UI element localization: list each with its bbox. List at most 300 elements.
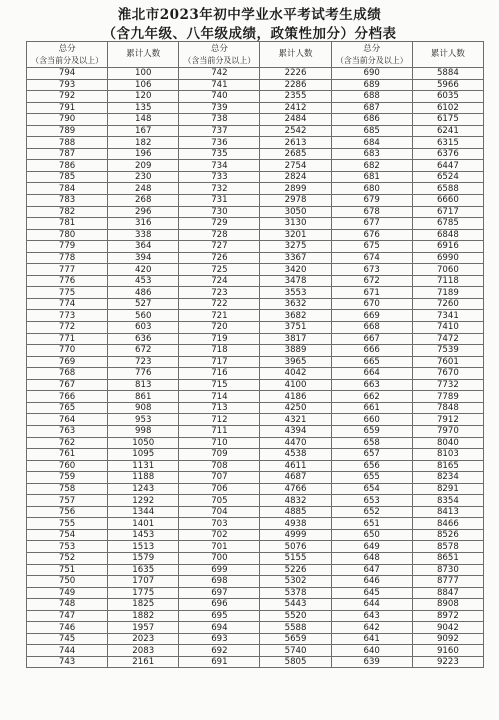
count-cell: 5226 bbox=[260, 564, 331, 576]
score-cell: 688 bbox=[331, 91, 412, 103]
score-cell: 686 bbox=[331, 114, 412, 126]
score-cell: 710 bbox=[179, 437, 260, 449]
count-cell: 2161 bbox=[108, 656, 179, 668]
score-cell: 743 bbox=[27, 656, 108, 668]
score-cell: 752 bbox=[27, 552, 108, 564]
score-cell: 662 bbox=[331, 391, 412, 403]
count-cell: 8103 bbox=[412, 449, 483, 461]
score-cell: 786 bbox=[27, 160, 108, 172]
table-row bbox=[27, 495, 484, 507]
count-cell: 6102 bbox=[412, 102, 483, 114]
count-cell: 5443 bbox=[260, 599, 331, 611]
score-cell: 716 bbox=[179, 368, 260, 380]
count-cell: 9042 bbox=[412, 622, 483, 634]
count-cell: 6660 bbox=[412, 195, 483, 207]
score-cell: 780 bbox=[27, 229, 108, 241]
score-cell: 666 bbox=[331, 345, 412, 357]
count-cell: 6785 bbox=[412, 218, 483, 230]
score-cell: 639 bbox=[331, 656, 412, 668]
table-row bbox=[27, 656, 484, 668]
score-cell: 791 bbox=[27, 102, 108, 114]
count-cell: 3050 bbox=[260, 206, 331, 218]
score-cell: 717 bbox=[179, 356, 260, 368]
score-cell: 722 bbox=[179, 298, 260, 310]
score-cell: 699 bbox=[179, 564, 260, 576]
score-cell: 790 bbox=[27, 114, 108, 126]
score-cell: 713 bbox=[179, 402, 260, 414]
table-row bbox=[27, 506, 484, 518]
score-cell: 673 bbox=[331, 264, 412, 276]
table-body bbox=[27, 68, 484, 668]
table-row bbox=[27, 437, 484, 449]
count-cell: 8777 bbox=[412, 576, 483, 588]
count-cell: 3478 bbox=[260, 275, 331, 287]
score-cell: 745 bbox=[27, 633, 108, 645]
score-cell: 766 bbox=[27, 391, 108, 403]
score-cell: 708 bbox=[179, 460, 260, 472]
score-cell: 647 bbox=[331, 564, 412, 576]
header-count-3: 累计人数 bbox=[412, 42, 483, 68]
table-row bbox=[27, 518, 484, 530]
score-cell: 665 bbox=[331, 356, 412, 368]
score-cell: 642 bbox=[331, 622, 412, 634]
count-cell: 1401 bbox=[108, 518, 179, 530]
count-cell: 4186 bbox=[260, 391, 331, 403]
score-cell: 670 bbox=[331, 298, 412, 310]
score-cell: 677 bbox=[331, 218, 412, 230]
score-cell: 645 bbox=[331, 587, 412, 599]
score-cell: 751 bbox=[27, 564, 108, 576]
count-cell: 6241 bbox=[412, 125, 483, 137]
count-cell: 636 bbox=[108, 333, 179, 345]
count-cell: 6524 bbox=[412, 171, 483, 183]
header-score-3: 总分 （含当前分及以上） bbox=[331, 42, 412, 68]
table-row bbox=[27, 425, 484, 437]
score-cell: 738 bbox=[179, 114, 260, 126]
count-cell: 7970 bbox=[412, 425, 483, 437]
score-cell: 775 bbox=[27, 287, 108, 299]
score-cell: 660 bbox=[331, 414, 412, 426]
score-cell: 730 bbox=[179, 206, 260, 218]
count-cell: 5884 bbox=[412, 68, 483, 80]
count-cell: 560 bbox=[108, 310, 179, 322]
count-cell: 776 bbox=[108, 368, 179, 380]
count-cell: 1882 bbox=[108, 610, 179, 622]
table-row bbox=[27, 298, 484, 310]
count-cell: 7912 bbox=[412, 414, 483, 426]
score-cell: 731 bbox=[179, 195, 260, 207]
table-row bbox=[27, 275, 484, 287]
count-cell: 5659 bbox=[260, 633, 331, 645]
score-cell: 707 bbox=[179, 472, 260, 484]
header-count-1: 累计人数 bbox=[108, 42, 179, 68]
score-cell: 644 bbox=[331, 599, 412, 611]
score-cell: 691 bbox=[179, 656, 260, 668]
header-count-2: 累计人数 bbox=[260, 42, 331, 68]
score-cell: 784 bbox=[27, 183, 108, 195]
count-cell: 5520 bbox=[260, 610, 331, 622]
count-cell: 953 bbox=[108, 414, 179, 426]
score-cell: 776 bbox=[27, 275, 108, 287]
count-cell: 4394 bbox=[260, 425, 331, 437]
count-cell: 1188 bbox=[108, 472, 179, 484]
count-cell: 209 bbox=[108, 160, 179, 172]
count-cell: 4250 bbox=[260, 402, 331, 414]
count-cell: 8354 bbox=[412, 495, 483, 507]
count-cell: 316 bbox=[108, 218, 179, 230]
score-cell: 693 bbox=[179, 633, 260, 645]
count-cell: 420 bbox=[108, 264, 179, 276]
count-cell: 1243 bbox=[108, 483, 179, 495]
score-cell: 714 bbox=[179, 391, 260, 403]
count-cell: 296 bbox=[108, 206, 179, 218]
score-cell: 767 bbox=[27, 379, 108, 391]
count-cell: 3682 bbox=[260, 310, 331, 322]
score-cell: 793 bbox=[27, 79, 108, 91]
count-cell: 1292 bbox=[108, 495, 179, 507]
count-cell: 4687 bbox=[260, 472, 331, 484]
score-cell: 734 bbox=[179, 160, 260, 172]
score-cell: 668 bbox=[331, 322, 412, 334]
count-cell: 2226 bbox=[260, 68, 331, 80]
table-row bbox=[27, 610, 484, 622]
score-cell: 654 bbox=[331, 483, 412, 495]
table-row bbox=[27, 345, 484, 357]
score-cell: 749 bbox=[27, 587, 108, 599]
score-cell: 675 bbox=[331, 241, 412, 253]
table-row bbox=[27, 633, 484, 645]
count-cell: 6315 bbox=[412, 137, 483, 149]
count-cell: 3632 bbox=[260, 298, 331, 310]
score-cell: 755 bbox=[27, 518, 108, 530]
score-cell: 680 bbox=[331, 183, 412, 195]
count-cell: 8234 bbox=[412, 472, 483, 484]
score-cell: 720 bbox=[179, 322, 260, 334]
score-cell: 788 bbox=[27, 137, 108, 149]
count-cell: 6376 bbox=[412, 148, 483, 160]
score-cell: 750 bbox=[27, 576, 108, 588]
count-cell: 394 bbox=[108, 252, 179, 264]
count-cell: 9092 bbox=[412, 633, 483, 645]
score-cell: 748 bbox=[27, 599, 108, 611]
count-cell: 338 bbox=[108, 229, 179, 241]
count-cell: 1095 bbox=[108, 449, 179, 461]
table-row bbox=[27, 102, 484, 114]
table-row bbox=[27, 449, 484, 461]
score-cell: 685 bbox=[331, 125, 412, 137]
table-row bbox=[27, 68, 484, 80]
table-row bbox=[27, 599, 484, 611]
count-cell: 8466 bbox=[412, 518, 483, 530]
table-row bbox=[27, 252, 484, 264]
count-cell: 364 bbox=[108, 241, 179, 253]
table-row bbox=[27, 287, 484, 299]
score-cell: 724 bbox=[179, 275, 260, 287]
score-cell: 649 bbox=[331, 541, 412, 553]
score-cell: 664 bbox=[331, 368, 412, 380]
score-cell: 792 bbox=[27, 91, 108, 103]
score-cell: 706 bbox=[179, 483, 260, 495]
count-cell: 7341 bbox=[412, 310, 483, 322]
score-cell: 700 bbox=[179, 552, 260, 564]
count-cell: 672 bbox=[108, 345, 179, 357]
table-row bbox=[27, 576, 484, 588]
table-row bbox=[27, 472, 484, 484]
count-cell: 5740 bbox=[260, 645, 331, 657]
score-cell: 772 bbox=[27, 322, 108, 334]
score-cell: 651 bbox=[331, 518, 412, 530]
score-cell: 683 bbox=[331, 148, 412, 160]
score-cell: 674 bbox=[331, 252, 412, 264]
count-cell: 106 bbox=[108, 79, 179, 91]
count-cell: 8413 bbox=[412, 506, 483, 518]
count-cell: 2613 bbox=[260, 137, 331, 149]
count-cell: 4470 bbox=[260, 437, 331, 449]
table-row bbox=[27, 137, 484, 149]
table-row bbox=[27, 402, 484, 414]
count-cell: 167 bbox=[108, 125, 179, 137]
score-cell: 655 bbox=[331, 472, 412, 484]
count-cell: 527 bbox=[108, 298, 179, 310]
score-cell: 684 bbox=[331, 137, 412, 149]
count-cell: 8165 bbox=[412, 460, 483, 472]
score-cell: 687 bbox=[331, 102, 412, 114]
count-cell: 4042 bbox=[260, 368, 331, 380]
table-row bbox=[27, 218, 484, 230]
table-row bbox=[27, 264, 484, 276]
score-cell: 778 bbox=[27, 252, 108, 264]
score-cell: 758 bbox=[27, 483, 108, 495]
count-cell: 248 bbox=[108, 183, 179, 195]
count-cell: 2484 bbox=[260, 114, 331, 126]
score-cell: 672 bbox=[331, 275, 412, 287]
count-cell: 3889 bbox=[260, 345, 331, 357]
count-cell: 5302 bbox=[260, 576, 331, 588]
score-cell: 725 bbox=[179, 264, 260, 276]
table-row bbox=[27, 414, 484, 426]
count-cell: 196 bbox=[108, 148, 179, 160]
count-cell: 2978 bbox=[260, 195, 331, 207]
score-cell: 712 bbox=[179, 414, 260, 426]
score-cell: 704 bbox=[179, 506, 260, 518]
table-row bbox=[27, 195, 484, 207]
score-cell: 643 bbox=[331, 610, 412, 622]
table-row bbox=[27, 587, 484, 599]
count-cell: 6916 bbox=[412, 241, 483, 253]
count-cell: 182 bbox=[108, 137, 179, 149]
count-cell: 6588 bbox=[412, 183, 483, 195]
score-cell: 773 bbox=[27, 310, 108, 322]
score-cell: 676 bbox=[331, 229, 412, 241]
score-cell: 741 bbox=[179, 79, 260, 91]
score-cell: 783 bbox=[27, 195, 108, 207]
score-cell: 728 bbox=[179, 229, 260, 241]
score-cell: 779 bbox=[27, 241, 108, 253]
score-cell: 659 bbox=[331, 425, 412, 437]
score-cell: 770 bbox=[27, 345, 108, 357]
count-cell: 2685 bbox=[260, 148, 331, 160]
score-cell: 735 bbox=[179, 148, 260, 160]
score-cell: 762 bbox=[27, 437, 108, 449]
score-cell: 652 bbox=[331, 506, 412, 518]
score-cell: 785 bbox=[27, 171, 108, 183]
score-cell: 697 bbox=[179, 587, 260, 599]
count-cell: 8972 bbox=[412, 610, 483, 622]
count-cell: 1579 bbox=[108, 552, 179, 564]
count-cell: 1344 bbox=[108, 506, 179, 518]
table-row bbox=[27, 379, 484, 391]
count-cell: 6717 bbox=[412, 206, 483, 218]
count-cell: 1775 bbox=[108, 587, 179, 599]
count-cell: 120 bbox=[108, 91, 179, 103]
count-cell: 603 bbox=[108, 322, 179, 334]
count-cell: 2083 bbox=[108, 645, 179, 657]
count-cell: 8526 bbox=[412, 529, 483, 541]
score-cell: 657 bbox=[331, 449, 412, 461]
count-cell: 2355 bbox=[260, 91, 331, 103]
count-cell: 8040 bbox=[412, 437, 483, 449]
count-cell: 998 bbox=[108, 425, 179, 437]
count-cell: 908 bbox=[108, 402, 179, 414]
table-row bbox=[27, 91, 484, 103]
score-cell: 787 bbox=[27, 148, 108, 160]
score-cell: 678 bbox=[331, 206, 412, 218]
count-cell: 2899 bbox=[260, 183, 331, 195]
table-row bbox=[27, 183, 484, 195]
score-cell: 756 bbox=[27, 506, 108, 518]
score-cell: 781 bbox=[27, 218, 108, 230]
score-cell: 682 bbox=[331, 160, 412, 172]
count-cell: 5805 bbox=[260, 656, 331, 668]
count-cell: 6035 bbox=[412, 91, 483, 103]
count-cell: 9160 bbox=[412, 645, 483, 657]
table-row bbox=[27, 241, 484, 253]
count-cell: 100 bbox=[108, 68, 179, 80]
count-cell: 1707 bbox=[108, 576, 179, 588]
count-cell: 5155 bbox=[260, 552, 331, 564]
count-cell: 7410 bbox=[412, 322, 483, 334]
count-cell: 861 bbox=[108, 391, 179, 403]
count-cell: 8908 bbox=[412, 599, 483, 611]
table-row bbox=[27, 125, 484, 137]
score-cell: 760 bbox=[27, 460, 108, 472]
score-cell: 777 bbox=[27, 264, 108, 276]
count-cell: 1131 bbox=[108, 460, 179, 472]
score-cell: 679 bbox=[331, 195, 412, 207]
score-cell: 732 bbox=[179, 183, 260, 195]
score-cell: 768 bbox=[27, 368, 108, 380]
score-cell: 671 bbox=[331, 287, 412, 299]
count-cell: 4538 bbox=[260, 449, 331, 461]
count-cell: 7260 bbox=[412, 298, 483, 310]
count-cell: 7732 bbox=[412, 379, 483, 391]
score-cell: 692 bbox=[179, 645, 260, 657]
table-row bbox=[27, 622, 484, 634]
count-cell: 3367 bbox=[260, 252, 331, 264]
count-cell: 7601 bbox=[412, 356, 483, 368]
score-distribution-table bbox=[26, 41, 484, 668]
score-cell: 656 bbox=[331, 460, 412, 472]
table-row bbox=[27, 529, 484, 541]
score-cell: 744 bbox=[27, 645, 108, 657]
count-cell: 4938 bbox=[260, 518, 331, 530]
count-cell: 486 bbox=[108, 287, 179, 299]
score-cell: 667 bbox=[331, 333, 412, 345]
table-row bbox=[27, 206, 484, 218]
score-cell: 641 bbox=[331, 633, 412, 645]
count-cell: 723 bbox=[108, 356, 179, 368]
count-cell: 7472 bbox=[412, 333, 483, 345]
count-cell: 2023 bbox=[108, 633, 179, 645]
count-cell: 7789 bbox=[412, 391, 483, 403]
table-row bbox=[27, 114, 484, 126]
count-cell: 2824 bbox=[260, 171, 331, 183]
score-cell: 696 bbox=[179, 599, 260, 611]
count-cell: 3275 bbox=[260, 241, 331, 253]
count-cell: 8578 bbox=[412, 541, 483, 553]
count-cell: 5378 bbox=[260, 587, 331, 599]
score-cell: 711 bbox=[179, 425, 260, 437]
count-cell: 3420 bbox=[260, 264, 331, 276]
table-row bbox=[27, 356, 484, 368]
count-cell: 3130 bbox=[260, 218, 331, 230]
score-cell: 726 bbox=[179, 252, 260, 264]
score-cell: 763 bbox=[27, 425, 108, 437]
table-row bbox=[27, 333, 484, 345]
count-cell: 8291 bbox=[412, 483, 483, 495]
table-row bbox=[27, 483, 484, 495]
score-cell: 705 bbox=[179, 495, 260, 507]
score-cell: 719 bbox=[179, 333, 260, 345]
score-cell: 739 bbox=[179, 102, 260, 114]
score-cell: 740 bbox=[179, 91, 260, 103]
score-cell: 721 bbox=[179, 310, 260, 322]
score-cell: 701 bbox=[179, 541, 260, 553]
score-cell: 669 bbox=[331, 310, 412, 322]
count-cell: 813 bbox=[108, 379, 179, 391]
score-cell: 759 bbox=[27, 472, 108, 484]
score-cell: 746 bbox=[27, 622, 108, 634]
table-row bbox=[27, 552, 484, 564]
count-cell: 1957 bbox=[108, 622, 179, 634]
score-cell: 718 bbox=[179, 345, 260, 357]
count-cell: 7060 bbox=[412, 264, 483, 276]
score-cell: 695 bbox=[179, 610, 260, 622]
count-cell: 7539 bbox=[412, 345, 483, 357]
score-cell: 782 bbox=[27, 206, 108, 218]
count-cell: 1825 bbox=[108, 599, 179, 611]
score-cell: 715 bbox=[179, 379, 260, 391]
score-cell: 663 bbox=[331, 379, 412, 391]
count-cell: 4321 bbox=[260, 414, 331, 426]
count-cell: 8651 bbox=[412, 552, 483, 564]
count-cell: 1513 bbox=[108, 541, 179, 553]
table-header-row bbox=[27, 42, 484, 68]
score-cell: 698 bbox=[179, 576, 260, 588]
count-cell: 4611 bbox=[260, 460, 331, 472]
count-cell: 3751 bbox=[260, 322, 331, 334]
count-cell: 9223 bbox=[412, 656, 483, 668]
table-row bbox=[27, 171, 484, 183]
count-cell: 2286 bbox=[260, 79, 331, 91]
table-row bbox=[27, 645, 484, 657]
header-score-2: 总分 （含当前分及以上） bbox=[179, 42, 260, 68]
table-row bbox=[27, 79, 484, 91]
score-cell: 742 bbox=[179, 68, 260, 80]
table-row bbox=[27, 368, 484, 380]
score-cell: 690 bbox=[331, 68, 412, 80]
table-row bbox=[27, 310, 484, 322]
